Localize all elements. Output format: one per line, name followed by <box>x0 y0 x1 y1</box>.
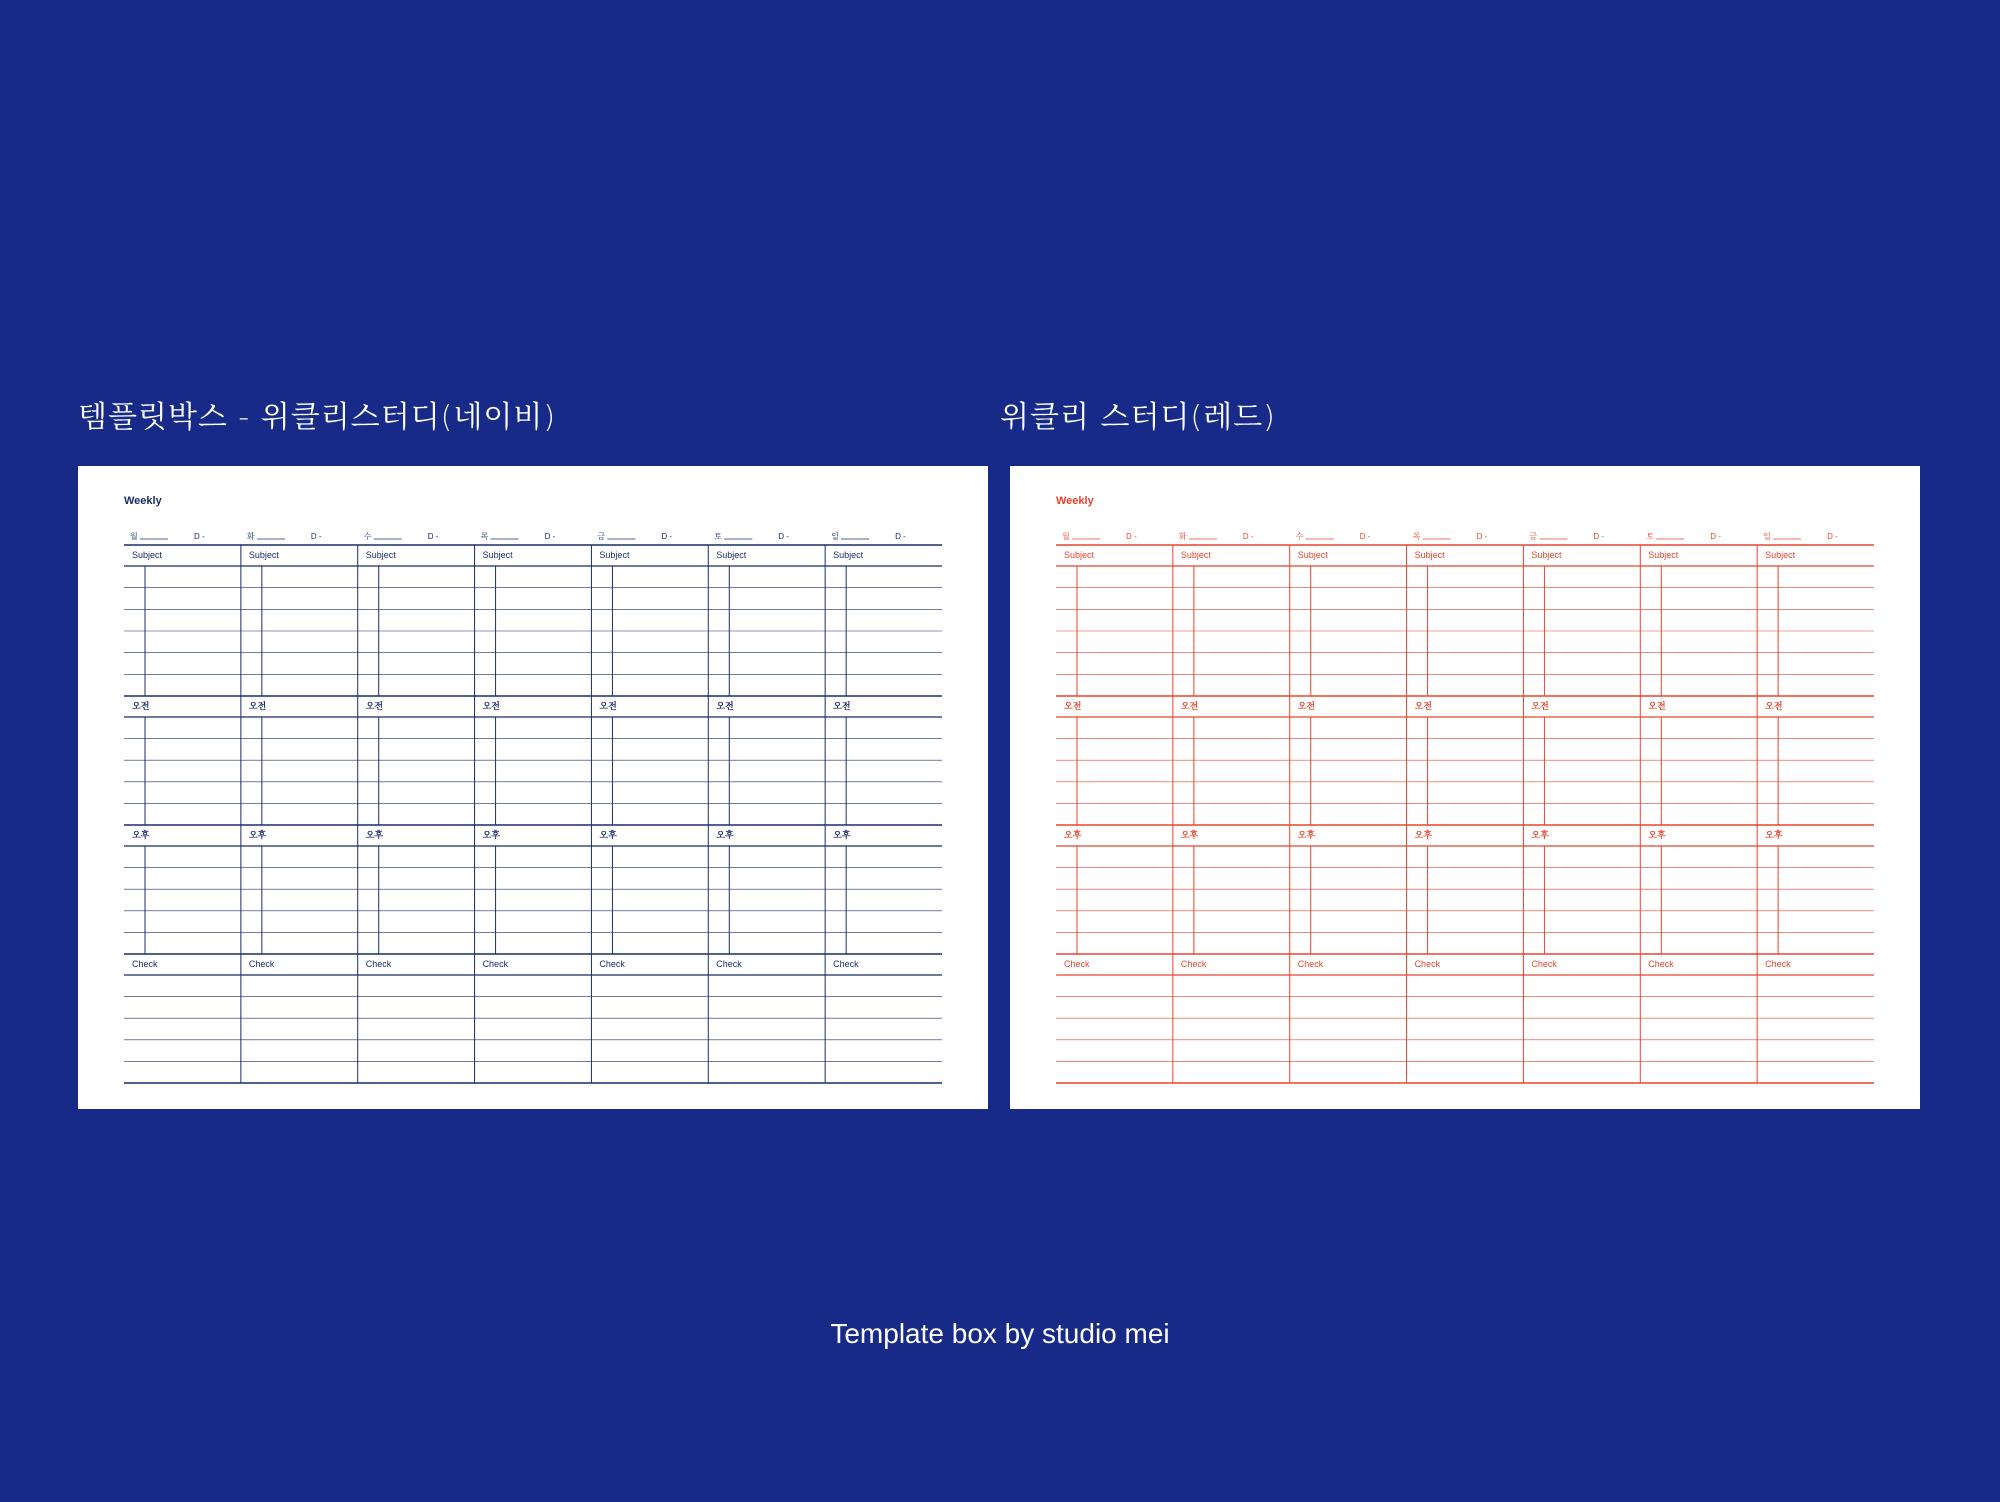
weekly-grid-navy <box>78 466 988 1109</box>
section-label: Subject <box>1064 550 1095 560</box>
section-label: Subject <box>1765 550 1796 560</box>
day-label: 토 <box>1646 532 1655 541</box>
section-label: 오후 <box>716 830 734 840</box>
section-label: 오전 <box>1765 701 1783 711</box>
day-label: 금 <box>1529 532 1538 541</box>
d-day-label: D - <box>778 532 789 541</box>
section-label: 오전 <box>1531 701 1549 711</box>
section-label: 오전 <box>248 701 267 711</box>
section-label: 오후 <box>1765 830 1783 840</box>
section-label: Subject <box>1531 550 1562 560</box>
section-label: 오전 <box>482 701 500 711</box>
section-label: Subject <box>1297 550 1328 560</box>
section-label: 오전 <box>833 701 851 711</box>
section-label: 오전 <box>1064 701 1082 711</box>
d-day-label: D - <box>544 532 556 541</box>
section-label: 오전 <box>716 701 734 711</box>
section-label: Check <box>1648 959 1674 969</box>
section-label: Subject <box>365 550 396 560</box>
section-label: Check <box>1297 959 1324 969</box>
day-label: 일 <box>1763 532 1771 541</box>
section-label: 오후 <box>1180 830 1199 840</box>
d-day-label: D - <box>1827 532 1838 541</box>
section-label: 오전 <box>1414 701 1432 711</box>
day-label: 금 <box>597 532 606 541</box>
day-label: 월 <box>1062 532 1070 541</box>
weekly-label: Weekly <box>124 495 162 507</box>
section-label: 오후 <box>1531 830 1549 840</box>
section-label: Check <box>1180 959 1207 969</box>
section-label: Subject <box>132 550 163 560</box>
day-label: 화 <box>1178 532 1187 541</box>
d-day-label: D - <box>1476 532 1488 541</box>
section-label: Check <box>248 959 275 969</box>
section-label: 오후 <box>365 830 384 840</box>
section-label: Check <box>132 959 158 969</box>
d-day-label: D - <box>310 532 322 541</box>
weekly-sheet-navy <box>78 466 988 1109</box>
day-label: 일 <box>831 532 839 541</box>
section-label: Subject <box>482 550 513 560</box>
section-label: Check <box>599 959 625 969</box>
section-label: 오후 <box>1297 830 1316 840</box>
footer-credit: Template box by studio mei <box>830 1318 1170 1349</box>
d-day-label: D - <box>1242 532 1254 541</box>
section-label: 오후 <box>833 830 851 840</box>
d-day-label: D - <box>895 532 906 541</box>
section-label: Subject <box>1414 550 1445 560</box>
section-label: 오전 <box>1180 701 1199 711</box>
weekly-label: Weekly <box>1056 495 1094 507</box>
section-label: Subject <box>716 550 747 560</box>
section-label: Check <box>716 959 742 969</box>
d-day-label: D - <box>1710 532 1721 541</box>
section-label: 오후 <box>248 830 267 840</box>
section-label: Check <box>1414 959 1441 969</box>
section-label: Subject <box>1648 550 1679 560</box>
panel-title-red: 위클리 스터디(레드) <box>1000 400 1276 435</box>
section-label: 오전 <box>365 701 384 711</box>
section-label: 오전 <box>1648 701 1666 711</box>
section-label: 오후 <box>1414 830 1432 840</box>
day-label: 화 <box>246 532 255 541</box>
d-day-label: D - <box>661 532 673 541</box>
section-label: Subject <box>248 550 279 560</box>
section-label: 오후 <box>482 830 500 840</box>
section-label: Subject <box>833 550 864 560</box>
weekly-sheet-red <box>1010 466 1920 1109</box>
section-label: 오전 <box>1297 701 1316 711</box>
day-label: 수 <box>363 532 372 541</box>
section-label: Check <box>365 959 392 969</box>
section-label: Check <box>1531 959 1557 969</box>
section-label: Check <box>1765 959 1791 969</box>
section-label: 오전 <box>132 701 150 711</box>
section-label: Check <box>833 959 859 969</box>
d-day-label: D - <box>1126 532 1137 541</box>
section-label: 오후 <box>1648 830 1666 840</box>
d-day-label: D - <box>194 532 205 541</box>
section-label: 오후 <box>1064 830 1082 840</box>
section-label: 오후 <box>132 830 150 840</box>
day-label: 월 <box>130 532 138 541</box>
section-label: 오전 <box>599 701 617 711</box>
day-label: 목 <box>1412 532 1421 541</box>
day-label: 수 <box>1295 532 1304 541</box>
day-label: 토 <box>714 532 723 541</box>
section-label: Check <box>1064 959 1090 969</box>
d-day-label: D - <box>427 532 439 541</box>
d-day-label: D - <box>1359 532 1371 541</box>
weekly-grid-red <box>1010 466 1920 1109</box>
d-day-label: D - <box>1593 532 1605 541</box>
day-label: 목 <box>480 532 489 541</box>
section-label: Subject <box>599 550 630 560</box>
panel-title-navy: 템플릿박스 - 위클리스터디(네이비) <box>78 400 557 435</box>
section-label: 오후 <box>599 830 617 840</box>
section-label: Check <box>482 959 509 969</box>
section-label: Subject <box>1180 550 1211 560</box>
